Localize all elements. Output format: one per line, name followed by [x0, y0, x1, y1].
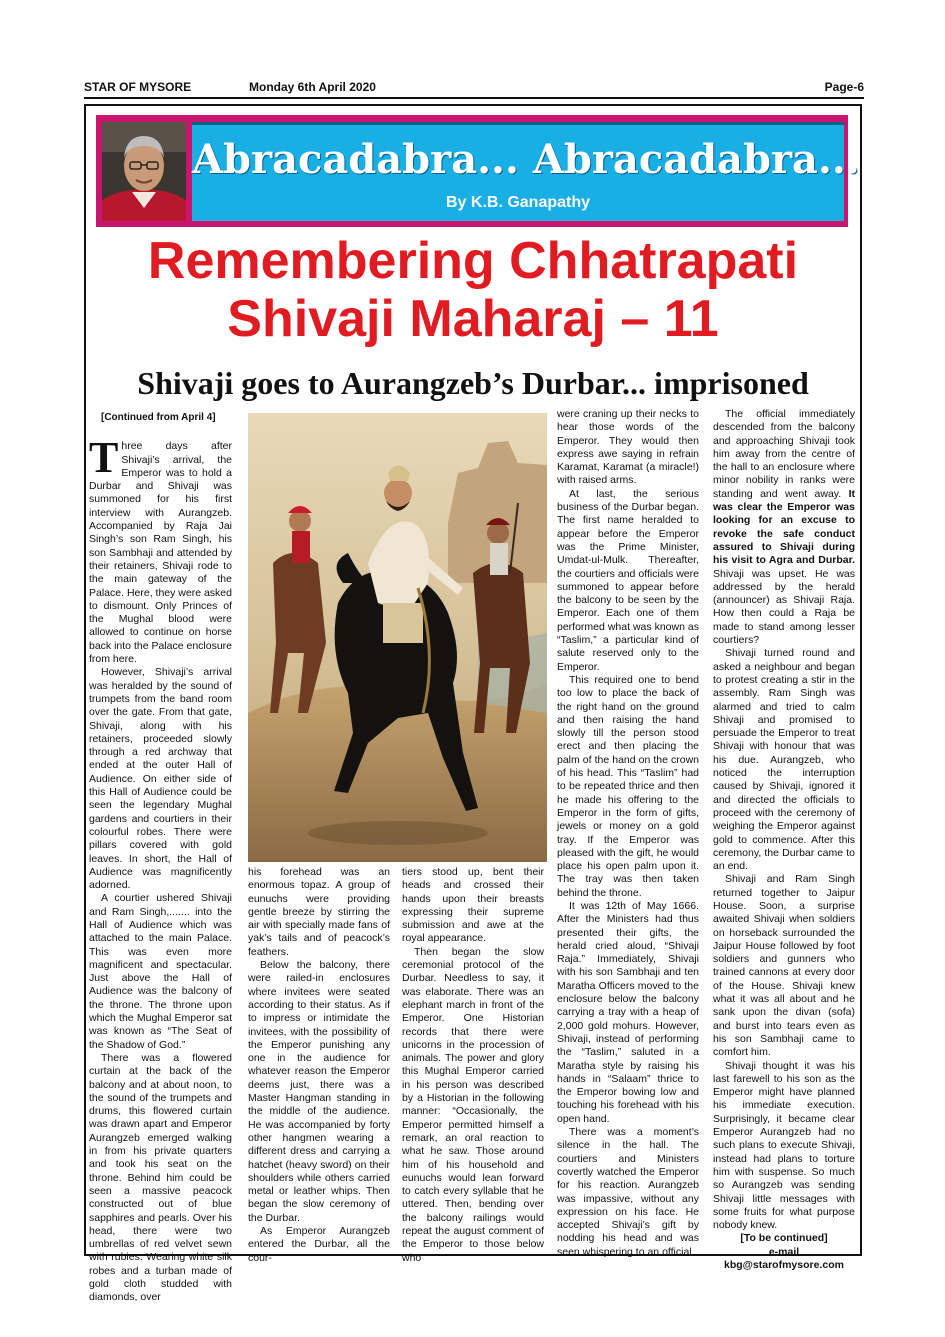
banner-rule: [192, 122, 844, 125]
article-subheadline: Shivaji goes to Aurangzeb’s Durbar... imprisoned: [137, 365, 809, 401]
to-be-continued: [To be continued]: [740, 1232, 828, 1245]
page-number: Page-6: [824, 80, 864, 94]
author-photo: [102, 122, 186, 221]
issue-date: Monday 6th April 2020: [249, 80, 376, 94]
paragraph-text: The official immediately descended from the balcony and approaching Shivaji took him away from the centre of the hall to an enclosure where minor nobility in ranks were standing and went away.: [713, 408, 855, 500]
paragraph: were craning up their necks to hear those words of the Emperor. They would then express awe saying in refrain Karamat, Karamat (a miracle!) with raised arms.: [557, 408, 699, 487]
article-column-3: [402, 866, 544, 1265]
newspaper-name: STAR OF MYSORE: [84, 80, 192, 94]
headline-line-1: Remembering Chhatrapati: [147, 232, 799, 290]
continued-note: [Continued from April 4]: [101, 412, 216, 423]
paragraph: tiers stood up, bent their heads and crossed their hands upon their breasts expressing their supreme submission and awe at the royal appearance.: [402, 866, 544, 945]
paragraph: Shivaji thought it was his last farewell to his son as the Emperor might have planned his immediate execution. Surprisingly, it became clear Emperor Aurangzeb had no such plans to execute Shivaji, instead had plans to torture him with suspense. So much so Aurangzeb was sending Shivaji little messages with some fruits for what purpose nobody knew.: [713, 1059, 855, 1232]
paragraph: This required one to bend too low to place the back of the right hand on the ground and then raising the hand slowly till the person stood erect and then placing the palm of the hand on the crown of his head. This “Taslim” had to be repeated thrice and then he made his offering to the Emperor in the form of gifts, jewels or money on a gold tray. If the Emperor was pleased with the gift, he would place his open palm upon it. The tray was then taken behind the throne.: [557, 673, 699, 899]
byline: By K.B. Ganapathy: [445, 194, 591, 211]
paragraph: [89, 433, 233, 666]
paragraph: Shivaji and Ram Singh returned together to Jaipur House. Soon, a surprise awaited Shivaji when soldiers on horseback surrounded the Jaipur House followed by foot soldiers and gunners who trained cannons at every door of the House. Shivaji knew what it was all about and he sank upon the divan (sofa) and burst into tears even as his son Sambhaji came to comfort him.: [713, 873, 855, 1059]
paragraph: [713, 408, 855, 647]
article-column-2: [248, 866, 390, 1265]
paragraph-text: hree days after Shivaji’s arrival, the Emperor was to hold a Durbar and Shivaji was summoned for his first interview with Aurangzeb. Accompanied by Raja Jai Singh’s son Ram Singh, his son Sambhaji and attended by their retainers, Shivaji rode to the main gateway of the Palace. Here, they were asked to dismount. Only Princes of the Mughal blood were allowed to continue on horse back into the Palace enclosure from here.: [89, 440, 233, 666]
article-headline: [84, 232, 862, 348]
shivaji-painting: [248, 413, 547, 862]
paragraph: Then began the slow ceremonial protocol of the Durbar. Needless to say, it was elaborate. There was an elephant march in front of the Emperor. One Historian records that there were unicorns in the procession of animals. The power and glory this Mughal Emperor carried in his person was described by a Historian in the following manner: “Occasionally, the Emperor permitted himself a remark, an oral reaction to what he saw. Those around him of his household and eunuchs would lean forward to catch every syllable that he uttered. Then, bending over the balcony railings would repeat the august comment of the Emperor to those below who: [402, 945, 544, 1264]
paragraph: his forehead was an enormous topaz. A group of eunuchs were providing gentle breeze by stirring the air with specially made fans of yak’s tails and of peacock’s feathers.: [248, 866, 390, 958]
banner-title-panel: [192, 122, 860, 221]
paragraph-text: Shivaji was upset. He was addressed by the herald (announcer) as Shivaji Raja. How then could a Raja be made to stand among lesser courtiers?: [713, 567, 855, 647]
headline-line-2: Shivaji Maharaj – 11: [227, 290, 719, 348]
column-banner: [96, 115, 860, 227]
header-rule: [84, 97, 864, 99]
paragraph: However, Shivaji’s arrival was heralded by the sound of trumpets from the band room over the gate. From that gate, Shivaji, along with his retainers, proceeded slowly through a red archway that ended at the outer Hall of Audience. On either side of this Hall of Audience could be seen the legendary Mughal gardens and courtiers in their colourful robes. There were pillars covered with gold leaves. In short, the Hall of Audience was magnificently adorned.: [89, 666, 232, 892]
article-column-1: [89, 411, 232, 1305]
paragraph: Below the balcony, there were railed-in enclosures where invitees were seated according to their status. As if to impress or intimidate the invitees, with the possibility of the Emperor punishing any one in the audience for whatever reason the Emperor deems just, there was a Master Hangman standing in the middle of the audience. He was accompanied by forty other hangmen wearing a different dress and carrying a hatchet (heavy sword) on their shoulders while others carried metal or leather whips. Then began the slow ceremony of the Durbar.: [248, 959, 390, 1224]
article-column-5: [713, 408, 855, 1272]
paragraph: Shivaji turned round and asked a neighbour and began to protest creating a stir in the assembly. Ram Singh was alarmed and tried to calm Shivaji and promised to persuade the Emperor to treat Shivaji with honour that was his due. Aurangzeb, who noticed the interruption caused by Shivaji, ignored it and directed the officials to proceed with the ceremony of weighing the Emperor against gold to commence. After this ceremony, the Durbar came to an end.: [713, 647, 855, 873]
paragraph: A courtier ushered Shivaji and Ram Singh,....... into the Hall of Audience which was attached to the main Palace. This was even more magnificent and spectacular. Just above the Hall of Audience was the balcony of the throne. The throne upon which the Mughal Emperor sat was known as “The Seat of the Shadow of God.”: [89, 892, 232, 1051]
paragraph: At last, the serious business of the Durbar began. The first name heralded to appear before the Emperor was the Prime Minister, Umdat-ul-Mulk. Thereafter, the courtiers and officials were summoned to appear before the balcony to be seen by the Emperor. Each one of them performed what was known as “Taslim,” a particular kind of salute reserved only to the Emperor.: [557, 487, 699, 673]
author-email[interactable]: kbg@starofmysore.com: [724, 1259, 844, 1271]
paragraph: There was a moment’s silence in the hall. The courtiers and Ministers covertly watched the Emperor for his reaction. Aurangzeb was impassive, without any expression on his face. He accepted Shivaji’s gift by nodding his head and was seen whispering to an official.: [557, 1126, 699, 1258]
drop-cap: T: [89, 433, 119, 483]
article-column-4: [557, 408, 699, 1259]
paragraph: It was 12th of May 1666. After the Ministers had thus presented their gifts, the herald cried aloud, “Shivaji Raja.” Immediately, Shivaji with his son Sambhaji and ten Maratha Officers moved to the enclosure below the balcony carrying a tray with a heap of 2,000 gold mohurs. However, Shivaji, instead of performing the “Taslim,” saluted in a Maratha style by raising his hands in “Salaam” thrice to the Emperor bowing low and touching his forehead with his open hand.: [557, 899, 699, 1125]
page-header: [84, 80, 864, 96]
column-title: Abracadabra... Abracadabra...: [192, 136, 860, 183]
paragraph: As Emperor Aurangzeb entered the Durbar, all the cour-: [248, 1225, 390, 1264]
email-label: e-mail: [768, 1245, 800, 1258]
emphasis-text: It was clear the Emperor was looking for an excuse to revoke the safe conduct assured to Shivaji during his visit to Agra and Durbar.: [713, 487, 855, 567]
paragraph: There was a flowered curtain at the back of the balcony and at about noon, to the sound of the trumpets and drums, this flowered curtain was drawn apart and Emperor Aurangzeb emerged walking in from his private quarters and took his seat on the throne. Behind him could be seen a massive peacock constructed out of blue sapphires and pearls. Over his head, there were two umbrellas of red velvet sewn with rubies. Wearing white silk robes and a turban made of gold cloth studded with diamonds, over: [89, 1051, 232, 1304]
